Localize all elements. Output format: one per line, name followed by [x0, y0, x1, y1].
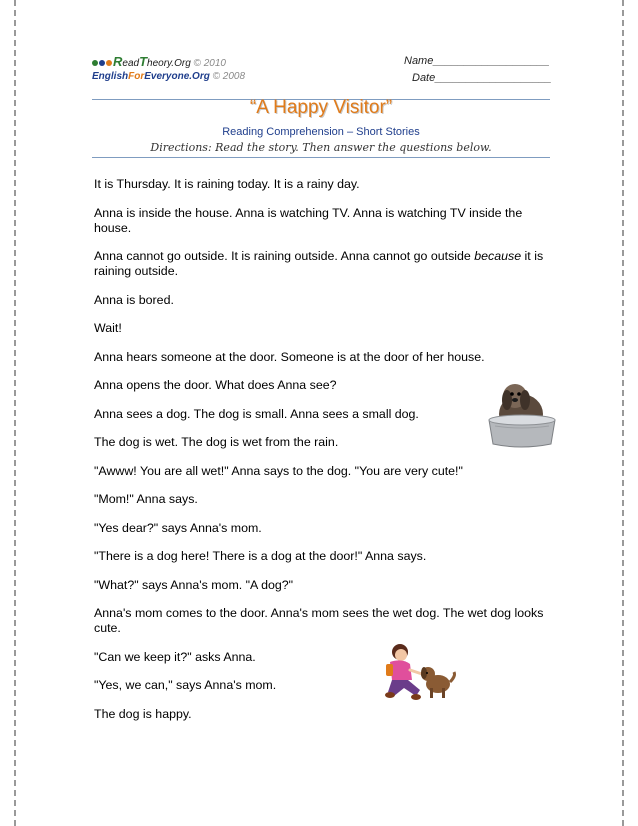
- page-edge-right: [622, 0, 624, 826]
- story-paragraph: "Can we keep it?" asks Anna.: [94, 649, 256, 664]
- story-paragraph: Anna's mom comes to the door. Anna's mom sees the wet dog. The wet dog looks cute.: [94, 606, 544, 635]
- story-italic-word: because: [474, 249, 522, 263]
- story-title: “A Happy Visitor”: [249, 97, 393, 118]
- story-paragraph: "Yes, we can," says Anna's mom.: [94, 678, 277, 692]
- story-paragraph: It is Thursday. It is raining today. It is a rainy day.: [94, 177, 360, 191]
- brand2-english: English: [92, 71, 129, 82]
- story-paragraph: Anna opens the door. What does Anna see?: [94, 378, 337, 392]
- orange-dot-icon: [106, 60, 112, 66]
- girl-with-dog-image: [380, 642, 458, 704]
- name-field[interactable]: Name___________________: [404, 55, 550, 67]
- brand1-ead: ead: [122, 58, 140, 69]
- brand2-copyright: © 2008: [212, 71, 246, 82]
- story-paragraph: "What?" says Anna's mom. "A dog?": [94, 577, 294, 592]
- brand1-rest: heory.Org: [147, 58, 191, 69]
- story-text: Anna cannot go outside. It is raining outside. Anna cannot go outside: [94, 249, 475, 263]
- brand2-everyone: Everyone.Org: [144, 71, 210, 82]
- story-paragraph: [94, 249, 546, 279]
- story-subtitle: Reading Comprehension – Short Stories: [222, 126, 420, 138]
- story-body: [94, 177, 546, 735]
- story-paragraph: The dog is happy.: [94, 706, 192, 721]
- date-field[interactable]: Date___________________: [412, 72, 552, 84]
- story-paragraph: "Yes dear?" says Anna's mom.: [94, 520, 262, 535]
- story-paragraph: "Awww! You are all wet!" Anna says to the dog. "You are very cute!": [94, 463, 463, 478]
- page-edge-left: [14, 0, 16, 826]
- story-paragraph: The dog is wet. The dog is wet from the rain.: [94, 435, 339, 449]
- brand1-r: R: [113, 54, 123, 69]
- directions-text: Directions: Read the story. Then answer the questions below.: [150, 141, 492, 154]
- story-paragraph: Anna hears someone at the door. Someone is at the door of her house.: [94, 349, 485, 364]
- blue-dot-icon: [99, 60, 105, 66]
- story-paragraph: Wait!: [94, 321, 122, 335]
- englishforeveryone-logo: [92, 71, 245, 82]
- wet-dog-in-tub-image: [485, 374, 557, 448]
- directions-divider: [92, 157, 550, 158]
- brand1-t: T: [139, 54, 148, 69]
- story-paragraph: Anna sees a dog. The dog is small. Anna sees a small dog.: [94, 406, 419, 421]
- story-paragraph: "There is a dog here! There is a dog at the door!" Anna says.: [94, 549, 427, 563]
- brand2-for: For: [128, 71, 145, 82]
- story-paragraph: Anna is inside the house. Anna is watching TV. Anna is watching TV inside the house.: [94, 205, 523, 235]
- brand1-copyright: © 2010: [193, 58, 226, 69]
- story-text: it is raining outside.: [94, 249, 544, 278]
- story-paragraph: "Mom!" Anna says.: [94, 492, 198, 506]
- worksheet-header: [92, 54, 552, 88]
- story-paragraph: Anna is bored.: [94, 292, 174, 307]
- readtheory-logo: [92, 54, 226, 69]
- green-dot-icon: [92, 60, 98, 66]
